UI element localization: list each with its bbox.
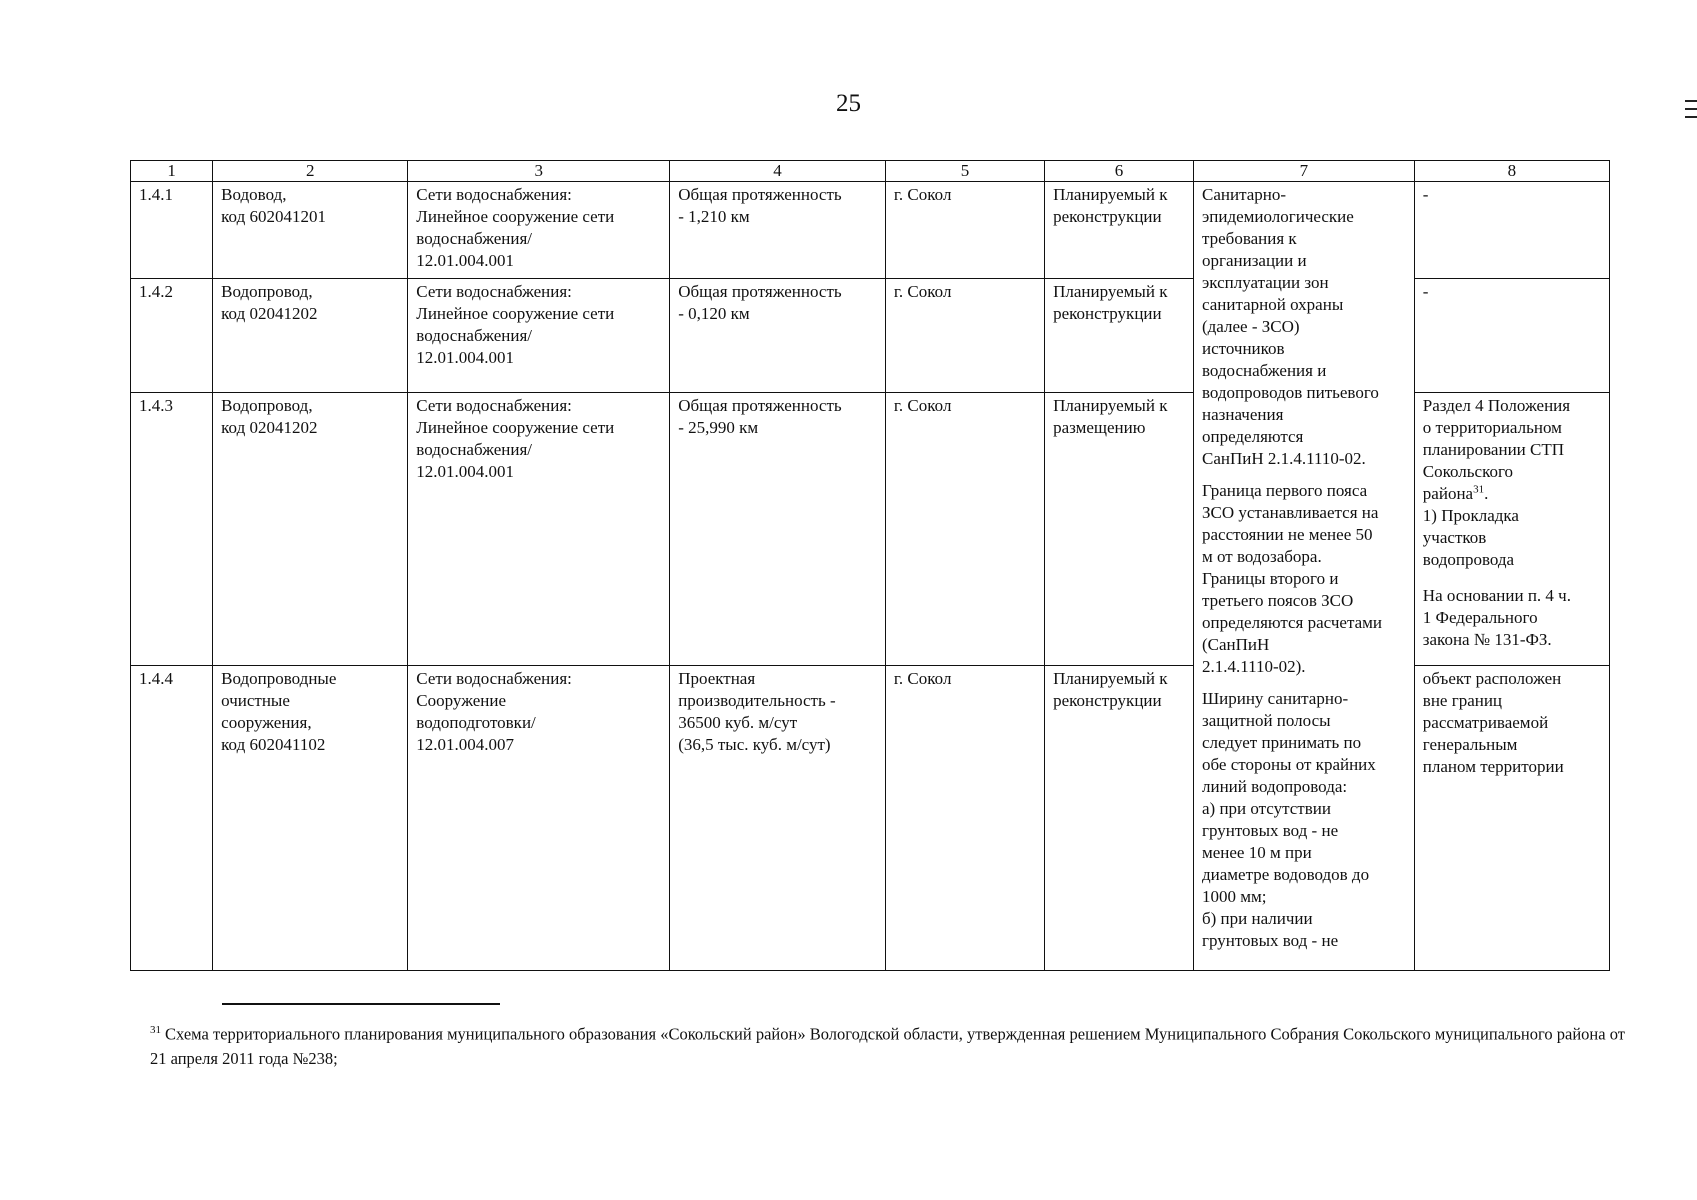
text-line: объект расположен: [1422, 669, 1562, 688]
text-line: .: [1484, 484, 1489, 503]
text-line: реконструкции: [1053, 207, 1162, 226]
text-line: Водопровод,: [221, 282, 313, 301]
footnote-divider: [222, 1003, 500, 1005]
text-line: водопроводов питьевого: [1201, 383, 1379, 402]
object-location: г. Сокол: [885, 182, 1044, 279]
object-name: [213, 666, 408, 971]
text-line: следует принимать по: [1201, 733, 1362, 752]
text-line: требования к: [1201, 229, 1297, 248]
text-line: водопровода: [1422, 550, 1515, 569]
text-line: 12.01.004.001: [416, 348, 515, 367]
text-line: 1 Федерального: [1422, 608, 1538, 627]
object-params: [670, 666, 886, 971]
text-line: СанПиН 2.1.4.1110-02.: [1201, 449, 1366, 468]
text-line: планировании СТП: [1422, 440, 1565, 459]
object-note: -: [1414, 279, 1609, 393]
footnote-text: Схема территориального планирования муниципального образования «Сокольский район» Вологодской области, утвержденная решением Муниципального Собрания Сокольского муниципального района от 21 апреля 2011 года №238;: [150, 1024, 1625, 1068]
row-number: 1.4.4: [131, 666, 213, 971]
text-line: Раздел 4 Положения: [1422, 396, 1571, 415]
text-line: - 25,990 км: [678, 418, 759, 437]
object-type: [408, 182, 670, 279]
text-line: вне границ: [1422, 691, 1503, 710]
text-line: назначения: [1201, 405, 1284, 424]
text-line: определяются: [1201, 427, 1304, 446]
text-line: (36,5 тыс. куб. м/сут): [678, 735, 831, 754]
text-line: Ширину санитарно-: [1201, 689, 1349, 708]
text-line: Сети водоснабжения:: [416, 282, 572, 301]
object-type: [408, 393, 670, 666]
object-params: [670, 182, 886, 279]
text-line: линий водопровода:: [1201, 777, 1348, 796]
text-line: водоснабжения и: [1201, 361, 1327, 380]
text-line: Линейное сооружение сети: [416, 207, 615, 226]
text-line: водоснабжения/: [416, 440, 533, 459]
text-line: (СанПиН: [1201, 635, 1270, 654]
footnote: [150, 1018, 1625, 1071]
object-note: [1414, 666, 1609, 971]
object-name: [213, 182, 408, 279]
footnote-ref[interactable]: 31: [1473, 483, 1485, 496]
object-type: [408, 279, 670, 393]
object-name: [213, 279, 408, 393]
text-line: эксплуатации зон: [1201, 273, 1329, 292]
text-line: водоподготовки/: [416, 713, 536, 732]
facilities-table: [130, 160, 1610, 971]
text-line: 12.01.004.007: [416, 735, 515, 754]
text-line: Водопроводные: [221, 669, 337, 688]
text-line: Планируемый к: [1053, 669, 1168, 688]
text-line: м от водозабора.: [1201, 547, 1322, 566]
text-line: менее 10 м при: [1201, 843, 1312, 862]
text-line: защитной полосы: [1201, 711, 1331, 730]
text-line: б) при наличии: [1201, 909, 1313, 928]
text-line: участков: [1422, 528, 1487, 547]
text-line: района: [1422, 484, 1474, 503]
text-line: диаметре водоводов до: [1201, 865, 1370, 884]
col-header: 4: [670, 161, 886, 182]
text-line: реконструкции: [1053, 304, 1162, 323]
text-line: водоснабжения/: [416, 326, 533, 345]
text-line: реконструкции: [1053, 691, 1162, 710]
text-line: Линейное сооружение сети: [416, 304, 615, 323]
object-note: [1414, 393, 1609, 666]
col-header: 6: [1045, 161, 1194, 182]
text-line: - 0,120 км: [678, 304, 750, 323]
text-line: сооружения,: [221, 713, 312, 732]
text-line: генеральным: [1422, 735, 1518, 754]
object-status: [1045, 666, 1194, 971]
object-location: г. Сокол: [885, 666, 1044, 971]
text-line: грунтовых вод - не: [1201, 931, 1339, 950]
text-line: грунтовых вод - не: [1201, 821, 1339, 840]
text-line: определяются расчетами: [1201, 613, 1383, 632]
object-status: [1045, 182, 1194, 279]
text-line: размещению: [1053, 418, 1146, 437]
object-location: г. Сокол: [885, 279, 1044, 393]
text-line: расстоянии не менее 50: [1201, 525, 1373, 544]
text-line: 1) Прокладка: [1422, 506, 1519, 525]
table-row: [131, 182, 1610, 279]
col-header: 5: [885, 161, 1044, 182]
row-number: 1.4.2: [131, 279, 213, 393]
object-note: -: [1414, 182, 1609, 279]
text-line: эпидемиологические: [1201, 207, 1354, 226]
margin-marks: [1685, 100, 1697, 124]
text-line: о территориальном: [1422, 418, 1562, 437]
row-number: 1.4.1: [131, 182, 213, 279]
object-name: [213, 393, 408, 666]
text-line: - 1,210 км: [678, 207, 750, 226]
text-line: (далее - ЗСО): [1201, 317, 1300, 336]
object-params: [670, 393, 886, 666]
text-line: Планируемый к: [1053, 282, 1168, 301]
text-line: Планируемый к: [1053, 185, 1168, 204]
footnote-mark: 31: [150, 1024, 161, 1036]
text-line: обе стороны от крайних: [1201, 755, 1376, 774]
text-line: Сети водоснабжения:: [416, 185, 572, 204]
col-header: 7: [1193, 161, 1414, 182]
object-status: [1045, 393, 1194, 666]
page-number: 25: [836, 90, 861, 117]
text-line: 2.1.4.1110-02).: [1201, 657, 1306, 676]
text-line: Сооружение: [416, 691, 506, 710]
text-line: 12.01.004.001: [416, 462, 515, 481]
text-line: Водопровод,: [221, 396, 313, 415]
text-line: очистные: [221, 691, 290, 710]
text-line: Сети водоснабжения:: [416, 396, 572, 415]
object-type: [408, 666, 670, 971]
object-status: [1045, 279, 1194, 393]
text-line: 1000 мм;: [1201, 887, 1267, 906]
text-line: Линейное сооружение сети: [416, 418, 615, 437]
text-line: Водовод,: [221, 185, 287, 204]
text-line: источников: [1201, 339, 1285, 358]
text-line: закона № 131-ФЗ.: [1422, 630, 1552, 649]
text-line: санитарной охраны: [1201, 295, 1344, 314]
text-line: Граница первого пояса: [1201, 481, 1368, 500]
text-line: а) при отсутствии: [1201, 799, 1331, 818]
text-line: код 02041202: [221, 304, 318, 323]
zso-requirements: [1193, 182, 1414, 971]
header-row: [131, 161, 1610, 182]
text-line: третьего поясов ЗСО: [1201, 591, 1354, 610]
row-number: 1.4.3: [131, 393, 213, 666]
col-header: 3: [408, 161, 670, 182]
text-line: 12.01.004.001: [416, 251, 515, 270]
text-line: рассматриваемой: [1422, 713, 1549, 732]
text-line: ЗСО устанавливается на: [1201, 503, 1379, 522]
text-line: код 602041102: [221, 735, 326, 754]
col-header: 2: [213, 161, 408, 182]
text-line: Проектная: [678, 669, 756, 688]
text-line: организации и: [1201, 251, 1307, 270]
text-line: планом территории: [1422, 757, 1564, 776]
text-line: Сокольского: [1422, 462, 1514, 481]
text-line: Границы второго и: [1201, 569, 1339, 588]
text-line: Сети водоснабжения:: [416, 669, 572, 688]
text-line: Планируемый к: [1053, 396, 1168, 415]
col-header: 1: [131, 161, 213, 182]
text-line: код 602041201: [221, 207, 326, 226]
text-line: производительность -: [678, 691, 836, 710]
text-line: Общая протяженность: [678, 396, 842, 415]
text-line: Санитарно-: [1201, 185, 1287, 204]
object-location: г. Сокол: [885, 393, 1044, 666]
text-line: На основании п. 4 ч.: [1422, 586, 1571, 605]
text-line: водоснабжения/: [416, 229, 533, 248]
text-line: Общая протяженность: [678, 282, 842, 301]
text-line: код 02041202: [221, 418, 318, 437]
col-header: 8: [1414, 161, 1609, 182]
object-params: [670, 279, 886, 393]
text-line: 36500 куб. м/сут: [678, 713, 798, 732]
text-line: Общая протяженность: [678, 185, 842, 204]
